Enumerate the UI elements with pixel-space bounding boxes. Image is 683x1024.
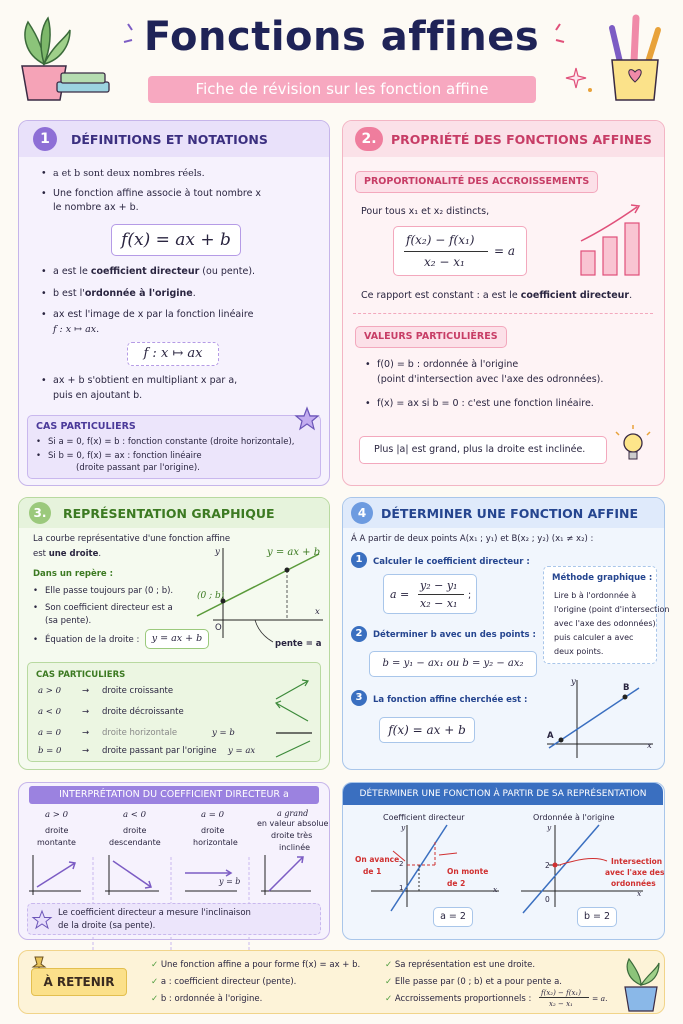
- annotation: avec l'axe des: [605, 868, 665, 877]
- bar-growth-icon: [577, 201, 647, 277]
- note-box: Plus |a| est grand, plus la droite est inclinée.: [359, 436, 607, 464]
- fraction-den: x₂ − x₁: [549, 1000, 573, 1008]
- tick-label: 2: [399, 860, 404, 868]
- slope-mini-graphs: [19, 853, 331, 899]
- special-case: • Si a = 0, f(x) = b : fonction constante (droite horizontale),: [48, 436, 294, 449]
- def-line: • a est le coefficient directeur (ou pente).: [53, 265, 255, 278]
- tag-proportionality: PROPORTIONALITÉ DES ACCROISSEMENTS: [355, 171, 598, 193]
- lightbulb-icon: [615, 427, 651, 467]
- rate-formula: f(x₂) − f(x₁) x₂ − x₁ = a: [393, 226, 527, 276]
- key-points-label: À RETENIR: [31, 968, 127, 996]
- key-points: [18, 950, 665, 1014]
- result-b: b = 2: [577, 907, 617, 927]
- note-box: [27, 903, 321, 935]
- step-title: La fonction affine cherchée est :: [373, 695, 528, 705]
- graph-bullet: • Son coefficient directeur est a: [45, 602, 173, 615]
- step-number: 2: [351, 626, 367, 642]
- case-arrow: →: [82, 707, 90, 717]
- graph-line: est une droite.: [33, 549, 102, 559]
- method-line: Lire b à l'ordonnée à: [554, 591, 637, 600]
- value-line: (point d'intersection avec l'axe des odronnées).: [377, 374, 604, 385]
- determine-intro: Á A partir de deux points A(x₁ ; y₁) et B(x₂ ; y₂) (x₁ ≠ x₂) :: [351, 534, 594, 544]
- section-from-graph: [342, 782, 665, 940]
- def-line: • ax + b s'obtient en multipliant x par a,: [53, 374, 237, 387]
- section-number: 1: [33, 127, 57, 151]
- prop-line: Pour tous x₁ et x₂ distincts,: [361, 206, 490, 217]
- section-title: DÉTERMINER UNE FONCTION À PARTIR DE SA REPRÉSENTATION: [343, 783, 663, 805]
- graph-eq-label: y = ax + b: [267, 547, 321, 558]
- section-number: 4: [351, 502, 373, 524]
- def-line: • ax est l'image de x par la fonction linéaire: [53, 308, 253, 321]
- annotation: Intersection: [611, 857, 663, 866]
- star-icon: [295, 407, 319, 431]
- step-number: 3: [351, 690, 367, 706]
- key-point: ✓ a : coefficient directeur (pente).: [151, 977, 297, 987]
- page-title: Fonctions affines: [143, 14, 540, 60]
- linear-formula: f : x ↦ ax: [127, 342, 219, 366]
- case-desc: droite passant par l'origine: [102, 746, 217, 756]
- section-title: PROPRIÉTÉ DES FONCTIONS AFFINES: [391, 132, 652, 147]
- fraction-num: f(x₂) − f(x₁): [541, 989, 581, 997]
- section-definitions: [18, 120, 330, 486]
- tick-label: 0: [545, 895, 550, 904]
- books-icon: [56, 72, 112, 94]
- star-icon: [32, 910, 52, 930]
- key-point: ✓ Elle passe par (0 ; b) et a pour pente a.: [385, 977, 562, 987]
- axis-label: y: [401, 823, 406, 832]
- col-desc: en valeur absolue: [257, 819, 329, 828]
- method-line: deux points.: [554, 647, 604, 656]
- graph-bullet: • Équation de la droite :: [45, 634, 139, 647]
- case-eq: y = b: [212, 728, 235, 738]
- method-title: Méthode graphique :: [552, 573, 653, 583]
- value-line: • f(x) = ax si b = 0 : c'est une fonction linéaire.: [377, 397, 594, 410]
- section-determine: [342, 497, 670, 770]
- two-points-graph: [543, 674, 659, 764]
- special-case: (droite passant par l'origine).: [76, 463, 200, 473]
- def-line: le nombre ax + b.: [53, 202, 139, 213]
- col-desc: inclinée: [279, 843, 311, 852]
- divider: [353, 313, 653, 314]
- axis-label: y: [547, 823, 552, 832]
- section-number: 2.: [355, 127, 383, 151]
- col-desc: droite: [45, 826, 69, 835]
- slope-formula: a = y₂ − y₁ x₂ − x₁ ;: [383, 574, 477, 614]
- axis-label: x: [493, 885, 498, 894]
- case-cond: a < 0: [38, 707, 62, 717]
- axis-label: x: [637, 889, 642, 898]
- graph-x-label: x: [647, 741, 652, 751]
- case-arrow: →: [82, 686, 90, 696]
- note-line: Le coefficient directeur a mesure l'inclinaison: [58, 908, 251, 918]
- col-desc: descendante: [109, 838, 161, 847]
- case-eq: y = ax: [228, 746, 256, 756]
- method-box: [543, 566, 670, 664]
- graph-y-label: y: [215, 547, 220, 557]
- graph-y-label: y: [571, 677, 576, 687]
- col-cond: a grand: [277, 809, 309, 818]
- col-cond: a = 0: [201, 810, 225, 820]
- method-line: l'origine (point d'intersection: [554, 605, 670, 614]
- point-b-label: B: [623, 683, 630, 693]
- col-desc: droite: [201, 826, 225, 835]
- method-line: avec l'axe des odonnées): [554, 619, 656, 628]
- point-a-label: A: [547, 731, 554, 741]
- tick-label: 2: [545, 861, 550, 870]
- annotation: de 2: [447, 879, 466, 888]
- case-cond: b = 0: [38, 746, 62, 756]
- formula-text: f(x) = ax + b: [121, 230, 231, 250]
- graph-origin-label: O: [215, 623, 222, 633]
- case-arrow: →: [82, 746, 90, 756]
- case-desc: droite croissante: [102, 686, 174, 696]
- special-cases-title: CAS PARTICULIERS: [36, 670, 126, 680]
- special-cases-box: [27, 662, 321, 762]
- graph-point-label: (0 ; b): [197, 591, 225, 601]
- section-title: REPRÉSENTATION GRAPHIQUE: [63, 506, 275, 521]
- case-arrow: →: [82, 728, 90, 738]
- step-title: Déterminer b avec un des points :: [373, 630, 536, 640]
- case-lines-icons: [272, 677, 318, 763]
- sparkle-icon: [122, 20, 142, 50]
- step-title: Calculer le coefficient directeur :: [373, 557, 530, 567]
- star-sparkle-icon: [566, 66, 596, 96]
- graph-slope-label: pente = a: [275, 639, 322, 649]
- plant-icon: [619, 955, 663, 1013]
- def-line: • b est l'ordonnée à l'origine.: [53, 287, 196, 300]
- section-interpretation: [18, 782, 330, 940]
- key-point: ✓ Une fonction affine a pour forme f(x) = ax + b.: [151, 960, 361, 970]
- annotation: On monte: [447, 867, 489, 876]
- tag-particular-values: VALEURS PARTICULIÈRES: [355, 326, 507, 348]
- graph-line: La courbe représentative d'une fonction affine: [33, 534, 231, 544]
- graph-bullet: • Elle passe toujours par (0 ; b).: [45, 585, 173, 598]
- col-cond: a < 0: [123, 810, 147, 820]
- section-properties: [342, 120, 665, 486]
- main-formula: [111, 224, 241, 256]
- result-a: a = 2: [433, 907, 473, 927]
- col-desc: droite très: [271, 831, 313, 840]
- def-line: f : x ↦ ax.: [53, 324, 100, 335]
- value-line: • f(0) = b : ordonnée à l'origine: [377, 358, 518, 371]
- section-title: INTERPRÉTATION DU COEFFICIENT DIRECTEUR a: [29, 786, 319, 804]
- graph1-title: Coefficient directeur: [383, 813, 465, 822]
- graph-subtitle: Dans un repère :: [33, 569, 114, 579]
- yb-label: y = b: [219, 877, 241, 886]
- section-number: 3.: [29, 502, 51, 524]
- graph-x-label: x: [315, 607, 320, 617]
- fraction-eq: = a.: [592, 994, 608, 1003]
- line-equation: y = ax + b: [145, 629, 209, 649]
- graph-bullet: (sa pente).: [45, 616, 92, 626]
- special-cases-box: [27, 415, 321, 479]
- key-point: ✓ b : ordonnée à l'origine.: [151, 994, 263, 1004]
- method-line: puis calculer a avec: [554, 633, 634, 642]
- key-point: ✓ Sa représentation est une droite.: [385, 960, 536, 970]
- sparkle-icon-right: [546, 20, 566, 50]
- case-cond: a > 0: [38, 686, 62, 696]
- annotation: On avance: [355, 855, 400, 864]
- col-desc: droite: [123, 826, 147, 835]
- step-number: 1: [351, 552, 367, 568]
- result-formula: f(x) = ax + b: [379, 717, 475, 743]
- section-graph: [18, 497, 330, 770]
- annotation: de 1: [363, 867, 382, 876]
- pencil-cup-icon: [606, 14, 666, 104]
- page-subtitle: Fiche de révision sur les fonction affine: [148, 76, 536, 103]
- section-title: DÉTERMINER UNE FONCTION AFFINE: [381, 506, 638, 521]
- case-cond: a = 0: [38, 728, 62, 738]
- def-line: • a et b sont deux nombres réels.: [53, 167, 205, 180]
- section-title: DÉFINITIONS ET NOTATIONS: [71, 132, 268, 147]
- def-line: puis en ajoutant b.: [53, 390, 143, 401]
- case-desc: droite horizontale: [102, 728, 178, 738]
- col-cond: a > 0: [45, 810, 69, 820]
- col-desc: montante: [37, 838, 76, 847]
- col-desc: horizontale: [193, 838, 238, 847]
- graph2-title: Ordonnée à l'origine: [533, 813, 615, 822]
- special-cases-title: CAS PARTICULIERS: [36, 421, 136, 432]
- prop-line: Ce rapport est constant : a est le coefficient directeur.: [361, 290, 633, 301]
- case-desc: droite décroissante: [102, 707, 184, 717]
- intercept-formula: b = y₁ − ax₁ ou b = y₂ − ax₂: [369, 651, 537, 677]
- special-case: • Si b = 0, f(x) = ax : fonction linéaire: [48, 450, 202, 463]
- note-line: de la droite (sa pente).: [58, 921, 156, 931]
- def-line: • Une fonction affine associe à tout nombre x: [53, 187, 261, 200]
- tick-label: 1: [399, 884, 404, 892]
- annotation: ordonnées: [611, 879, 656, 888]
- key-point: ✓ Accroissements proportionnels :: [385, 994, 532, 1004]
